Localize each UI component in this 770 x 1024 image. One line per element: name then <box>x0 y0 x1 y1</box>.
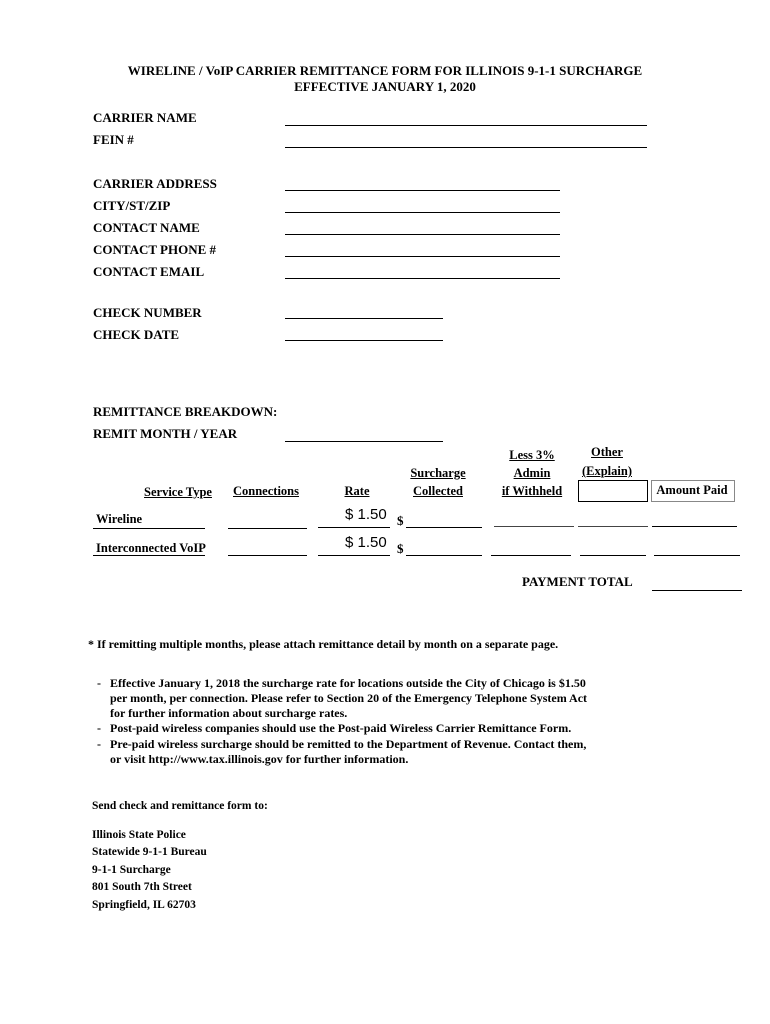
header-collected: Collected <box>413 484 463 498</box>
remit-month-year-field[interactable] <box>285 441 443 442</box>
carrier-name-field[interactable] <box>285 125 647 126</box>
bullet-1-line-2: per month, per connection. Please refer to Section 20 of the Emergency Telephone System Act <box>110 691 588 705</box>
mailing-line-1: Illinois State Police <box>92 829 186 841</box>
check-number-field[interactable] <box>285 318 443 319</box>
payment-total-field[interactable] <box>652 590 742 591</box>
contact-phone-field[interactable] <box>285 256 560 257</box>
row-wireline-label: Wireline <box>96 512 143 526</box>
carrier-name-label: CARRIER NAME <box>93 110 197 125</box>
row-voip-other-field[interactable] <box>580 555 646 556</box>
fein-field[interactable] <box>285 147 647 148</box>
header-explain: (Explain) <box>581 464 632 478</box>
check-date-label: CHECK DATE <box>93 327 180 342</box>
contact-name-field[interactable] <box>285 234 560 235</box>
bullet-3-line-2: or visit http://www.tax.illinois.gov for further information. <box>110 752 409 766</box>
header-service-type: Service Type <box>144 485 212 499</box>
row-voip-amount-field[interactable] <box>654 555 740 556</box>
carrier-address-label: CARRIER ADDRESS <box>93 176 217 191</box>
fein-label: FEIN # <box>93 132 134 147</box>
carrier-address-field[interactable] <box>285 190 560 191</box>
check-date-field[interactable] <box>285 340 443 341</box>
bullet-dash-3: - <box>97 737 101 751</box>
mailing-line-4: 801 South 7th Street <box>92 881 192 893</box>
row-voip-currency: $ <box>397 541 404 556</box>
row-wireline-rate-underline <box>318 527 390 528</box>
row-wireline-currency: $ <box>397 513 404 528</box>
bullet-1-line-3: for further information about surcharge rates. <box>110 706 348 720</box>
row-voip-underline <box>93 555 205 556</box>
row-voip-rate-underline <box>318 555 390 556</box>
row-voip-label: Interconnected VoIP <box>96 541 206 555</box>
row-voip-connections-field[interactable] <box>228 555 307 556</box>
row-voip-rate: $ 1.50 <box>345 534 387 551</box>
row-wireline-other-field[interactable] <box>578 526 648 527</box>
row-wireline-underline <box>93 528 205 529</box>
other-explain-box[interactable] <box>578 480 648 502</box>
city-st-zip-label: CITY/ST/ZIP <box>93 198 171 213</box>
form-title: WIRELINE / VoIP CARRIER REMITTANCE FORM FOR ILLINOIS 9-1-1 SURCHARGE <box>127 63 643 78</box>
contact-email-field[interactable] <box>285 278 560 279</box>
header-admin: Admin <box>513 466 551 480</box>
header-if-withheld: if Withheld <box>501 484 563 498</box>
bullet-3-line-1: Pre-paid wireless surcharge should be remitted to the Department of Revenue. Contact them, <box>110 737 587 751</box>
mailing-line-2: Statewide 9-1-1 Bureau <box>92 846 207 858</box>
row-wireline-surcharge-field[interactable] <box>406 527 482 528</box>
contact-phone-label: CONTACT PHONE # <box>93 242 217 257</box>
payment-total-label: PAYMENT TOTAL <box>522 574 633 589</box>
bullet-2: Post-paid wireless companies should use the Post-paid Wireless Carrier Remittance Form. <box>110 721 572 735</box>
contact-email-label: CONTACT EMAIL <box>93 264 205 279</box>
header-less-3pct: Less 3% <box>509 448 555 462</box>
header-other: Other <box>591 445 623 459</box>
remittance-breakdown-label: REMITTANCE BREAKDOWN: <box>93 404 278 419</box>
row-wireline-connections-field[interactable] <box>228 528 307 529</box>
row-wireline-amount-field[interactable] <box>652 526 737 527</box>
row-wireline-admin-field[interactable] <box>494 526 574 527</box>
mailing-intro: Send check and remittance form to: <box>92 800 268 812</box>
check-number-label: CHECK NUMBER <box>93 305 202 320</box>
mailing-line-3: 9-1-1 Surcharge <box>92 864 171 876</box>
remit-month-year-label: REMIT MONTH / YEAR <box>93 426 238 441</box>
row-voip-admin-field[interactable] <box>491 555 571 556</box>
city-st-zip-field[interactable] <box>285 212 560 213</box>
bullet-dash-1: - <box>97 676 101 690</box>
header-surcharge: Surcharge <box>410 466 466 480</box>
mailing-line-5: Springfield, IL 62703 <box>92 899 196 911</box>
row-voip-surcharge-field[interactable] <box>406 555 482 556</box>
header-rate: Rate <box>344 484 370 498</box>
header-connections: Connections <box>233 484 299 498</box>
contact-name-label: CONTACT NAME <box>93 220 200 235</box>
form-effective-date: EFFECTIVE JANUARY 1, 2020 <box>294 79 476 94</box>
bullet-1-line-1: Effective January 1, 2018 the surcharge rate for locations outside the City of Chicago is $1.50 <box>110 676 586 690</box>
bullet-dash-2: - <box>97 721 101 735</box>
row-wireline-rate: $ 1.50 <box>345 506 387 523</box>
multiple-months-note: * If remitting multiple months, please attach remittance detail by month on a separate page. <box>88 637 559 651</box>
header-amount-paid: Amount Paid <box>656 483 728 497</box>
